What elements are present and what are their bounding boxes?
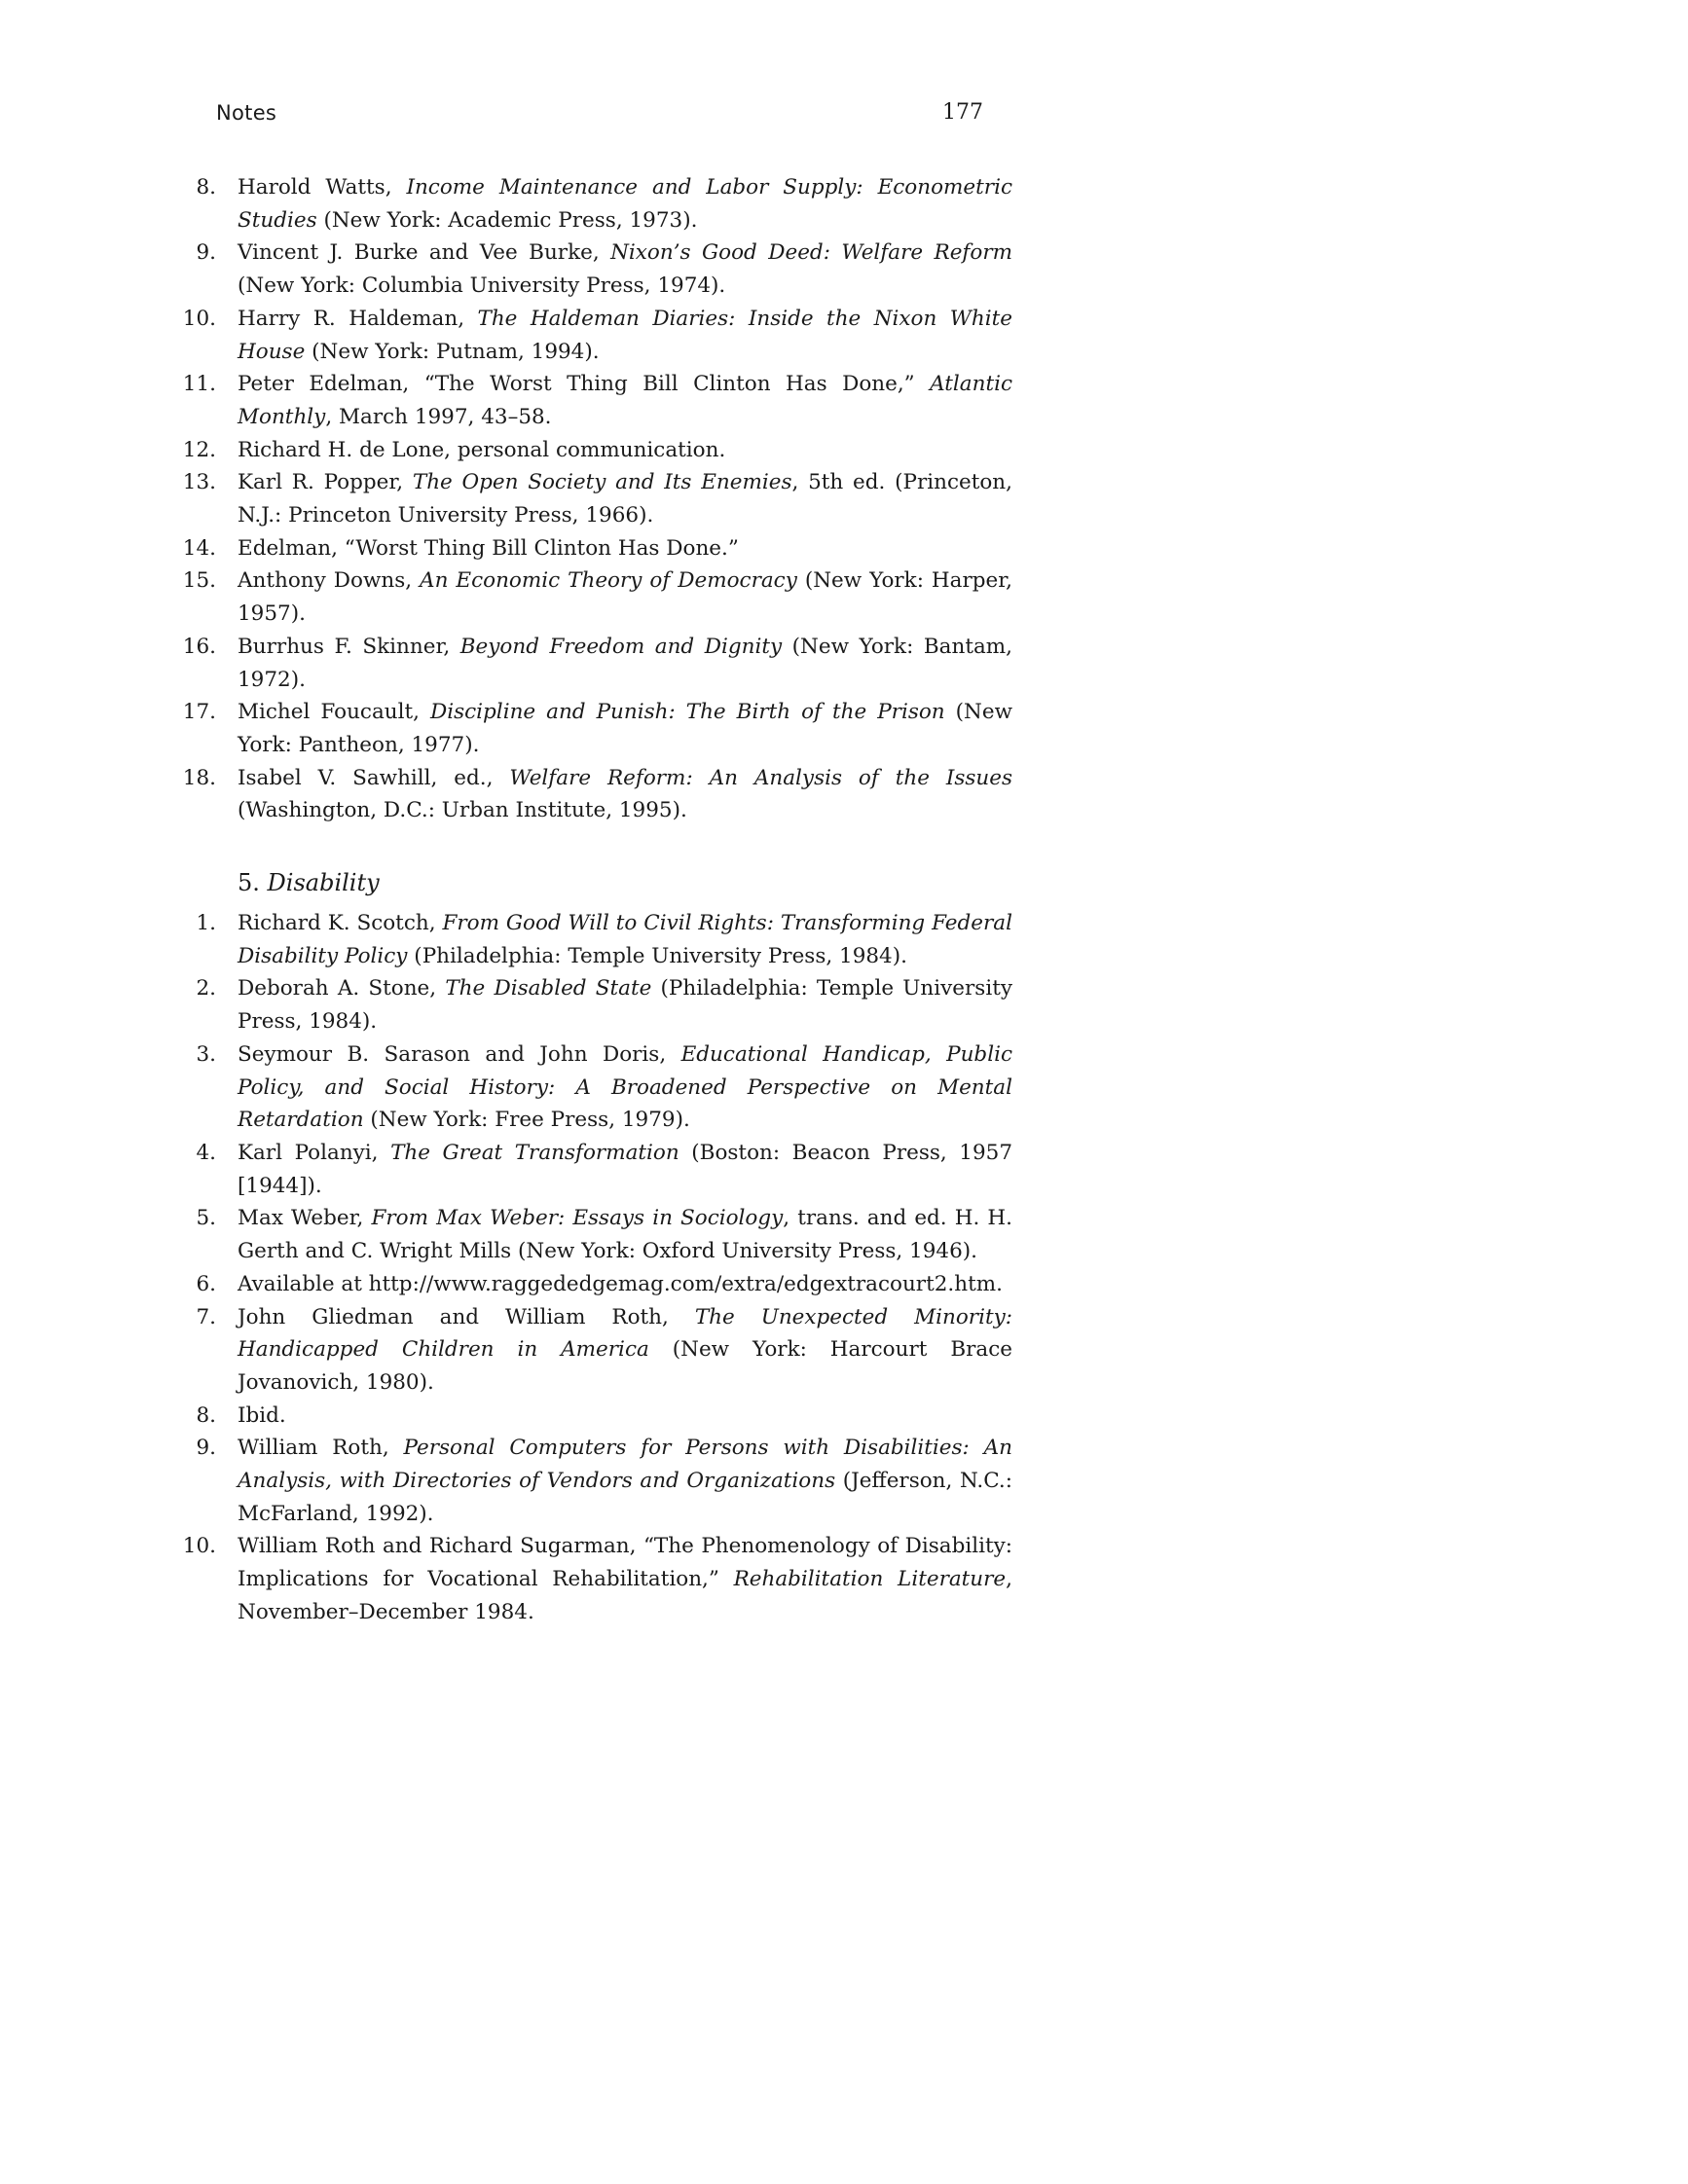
chapter-number: 5.	[238, 869, 260, 897]
note-item	[173, 1530, 1012, 1628]
note-text: Deborah A. Stone, The Disabled State (Philadelphia: Temple University Press, 1984).	[238, 976, 1012, 1035]
note-text: Ibid.	[238, 1402, 286, 1428]
note-number: 14.	[182, 535, 216, 561]
note-item	[173, 434, 1012, 467]
note-item	[173, 1301, 1012, 1400]
note-number: 10.	[182, 306, 216, 331]
note-number: 11.	[182, 372, 216, 397]
note-text: Peter Edelman, “The Worst Thing Bill Clinton Has Done,” Atlantic Monthly, March 1997, 43–58.	[238, 372, 1012, 429]
note-text: Burrhus F. Skinner, Beyond Freedom and Dignity (New York: Bantam, 1972).	[238, 634, 1012, 692]
notes-content	[173, 171, 1012, 1629]
running-head-section: Notes	[216, 101, 277, 125]
note-number: 17.	[182, 700, 216, 725]
note-number: 6.	[196, 1271, 216, 1296]
note-text: William Roth, Personal Computers for Persons with Disabilities: An Analysis, with Directories of Vendors and Organizations (Jefferson, N.C.: McFarland, 1992).	[238, 1436, 1012, 1526]
note-item	[173, 237, 1012, 302]
note-number: 5.	[196, 1206, 216, 1231]
chapter-heading	[173, 866, 1012, 899]
note-text: Michel Foucault, Discipline and Punish: The Birth of the Prison (New York: Pantheon, 1977).	[238, 700, 1012, 757]
note-item	[173, 631, 1012, 696]
page-number: 177	[942, 100, 983, 125]
note-number: 1.	[196, 911, 216, 936]
note-text: Harry R. Haldeman, The Haldeman Diaries: Inside the Nixon White House (New York: Putnam, 1994).	[238, 306, 1012, 364]
note-number: 2.	[196, 976, 216, 1001]
note-item	[173, 972, 1012, 1037]
note-item	[173, 1268, 1012, 1301]
note-text: Richard H. de Lone, personal communication.	[238, 437, 726, 462]
note-text: Karl R. Popper, The Open Society and Its Enemies, 5th ed. (Princeton, N.J.: Princeton University Press, 1966).	[238, 470, 1012, 528]
note-item	[173, 1137, 1012, 1202]
note-text: Richard K. Scotch, From Good Will to Civil Rights: Transforming Federal Disability Policy (Philadelphia: Temple University Press, 1984).	[238, 911, 1012, 968]
note-item	[173, 466, 1012, 531]
note-text: Anthony Downs, An Economic Theory of Democracy (New York: Harper, 1957).	[238, 568, 1013, 627]
running-head	[216, 101, 981, 130]
note-item	[173, 762, 1012, 827]
note-item	[173, 171, 1012, 237]
chapter-title: Disability	[267, 869, 380, 897]
note-text: William Roth and Richard Sugarman, “The Phenomenology of Disability: Implications for Vocational Rehabilitation,” Rehabilitation Literature, November–December 1984.	[238, 1534, 1012, 1624]
note-text: Edelman, “Worst Thing Bill Clinton Has Done.”	[238, 535, 739, 561]
note-item	[173, 564, 1012, 630]
note-number: 13.	[182, 470, 216, 495]
note-number: 8.	[196, 1402, 216, 1428]
note-number: 10.	[182, 1534, 216, 1559]
note-text: Max Weber, From Max Weber: Essays in Sociology, trans. and ed. H. H. Gerth and C. Wright Mills (New York: Oxford University Press, 1946).	[238, 1206, 1013, 1264]
note-item	[173, 1400, 1012, 1433]
note-text: Seymour B. Sarason and John Doris, Educational Handicap, Public Policy, and Social History: A Broadened Perspective on Mental Retardation (New York: Free Press, 1979).	[238, 1041, 1012, 1133]
note-item	[173, 1202, 1012, 1267]
note-text: Vincent J. Burke and Vee Burke, Nixon’s Good Deed: Welfare Reform (New York: Columbia University Press, 1974).	[238, 240, 1012, 299]
note-text: Available at http://www.raggededgemag.com/extra/edgextracourt2.htm.	[238, 1271, 1003, 1296]
note-item	[173, 368, 1012, 433]
note-number: 3.	[196, 1041, 216, 1067]
notes-list-continued	[173, 171, 1012, 827]
note-item	[173, 1038, 1012, 1137]
note-number: 9.	[196, 1436, 216, 1461]
note-number: 9.	[196, 240, 216, 266]
note-item	[173, 696, 1012, 761]
chapter-notes-list	[173, 907, 1012, 1628]
note-number: 12.	[182, 437, 216, 462]
note-number: 8.	[196, 175, 216, 200]
note-number: 15.	[182, 568, 216, 594]
note-item	[173, 1432, 1012, 1530]
note-text: John Gliedman and William Roth, The Unexpected Minority: Handicapped Children in America (New York: Harcourt Brace Jovanovich, 1980).	[238, 1304, 1012, 1395]
note-item	[173, 532, 1012, 565]
note-item	[173, 907, 1012, 972]
note-number: 4.	[196, 1140, 216, 1165]
note-text: Karl Polanyi, The Great Transformation (Boston: Beacon Press, 1957 [1944]).	[238, 1140, 1012, 1198]
note-text: Harold Watts, Income Maintenance and Labor Supply: Econometric Studies (New York: Academic Press, 1973).	[238, 175, 1012, 233]
note-item	[173, 303, 1012, 368]
note-number: 16.	[182, 634, 216, 659]
note-number: 7.	[196, 1304, 216, 1329]
note-text: Isabel V. Sawhill, ed., Welfare Reform: An Analysis of the Issues (Washington, D.C.: Urban Institute, 1995).	[238, 765, 1013, 823]
note-number: 18.	[182, 765, 216, 790]
